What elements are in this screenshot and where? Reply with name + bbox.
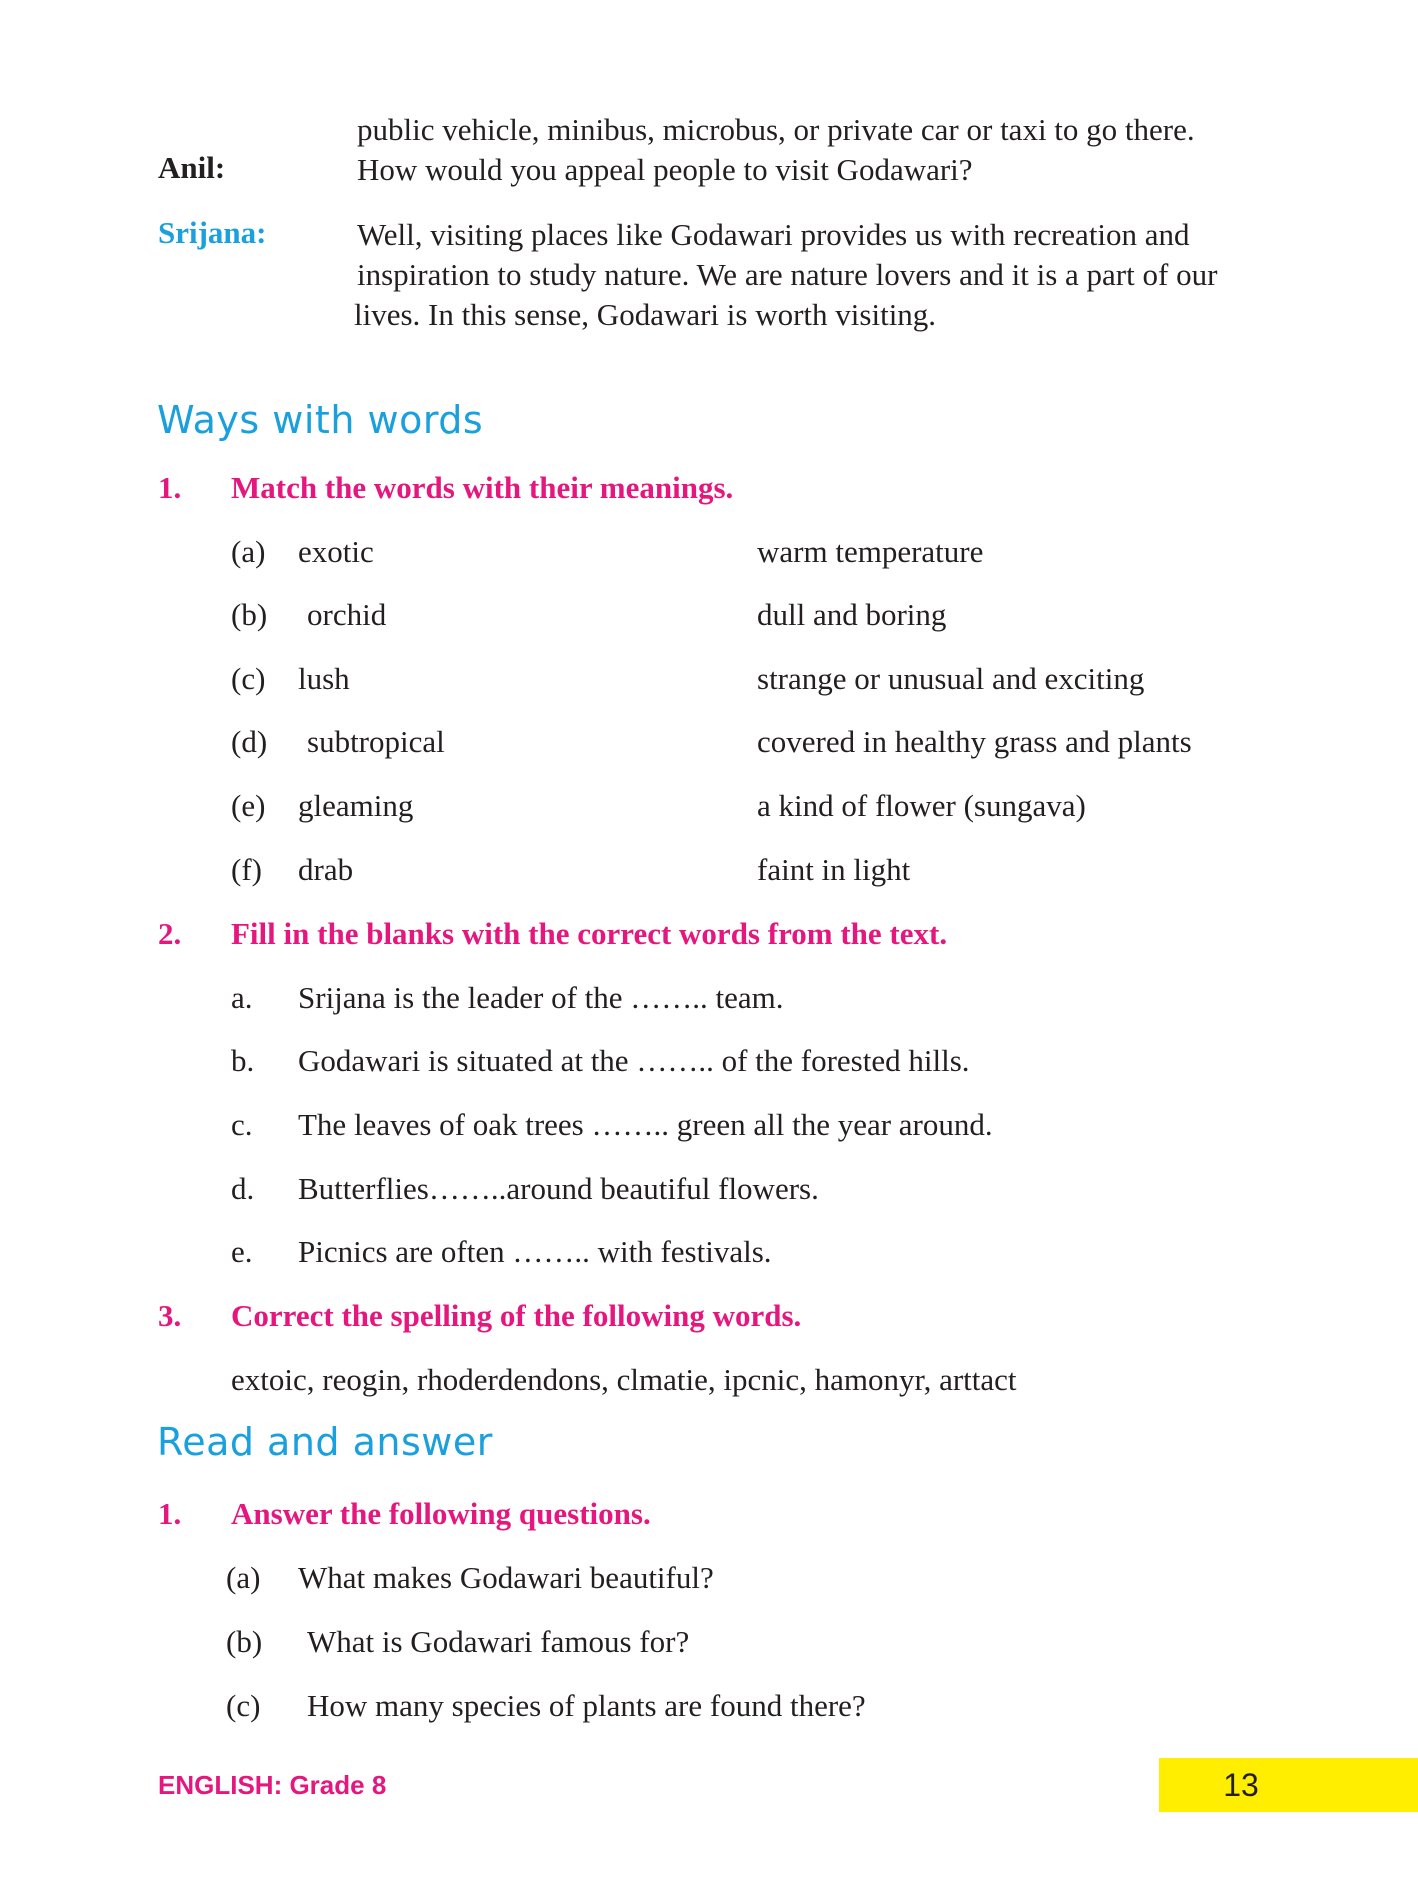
book-title: ENGLISH: Grade 8 — [158, 1770, 387, 1800]
match-label: (d) — [231, 724, 268, 759]
match-meaning: a kind of flower (sungava) — [757, 788, 1086, 823]
answer-question: What is Godawari famous for? — [307, 1624, 690, 1659]
question-text: Match the words with their meanings. — [231, 470, 734, 505]
match-label: (f) — [231, 852, 262, 887]
blank-label: d. — [231, 1171, 255, 1206]
match-word: gleaming — [298, 788, 414, 823]
match-word: subtropical — [307, 724, 445, 759]
blank-sentence: Srijana is the leader of the …….. team. — [298, 980, 784, 1015]
answer-question: What makes Godawari beautiful? — [298, 1560, 714, 1595]
blank-sentence: The leaves of oak trees …….. green all the year around. — [298, 1107, 993, 1142]
speaker-srijana: Srijana: — [158, 215, 267, 250]
question-number: 1. — [158, 470, 182, 505]
blank-label: c. — [231, 1107, 253, 1142]
answer-label: (b) — [226, 1624, 263, 1659]
read-and-answer-heading: Read and answer — [157, 1420, 493, 1464]
ways-with-words-heading: Ways with words — [157, 398, 484, 442]
misspelled-words: extoic, reogin, rhoderdendons, clmatie, ipcnic, hamonyr, arttact — [231, 1362, 1017, 1397]
match-meaning: dull and boring — [757, 597, 947, 632]
blank-sentence: Butterflies……..around beautiful flowers. — [298, 1171, 819, 1206]
match-label: (b) — [231, 597, 268, 632]
srijana-line-1: Well, visiting places like Godawari provides us with recreation and — [357, 217, 1190, 252]
answer-label: (c) — [226, 1688, 261, 1723]
question-text: Fill in the blanks with the correct words from the text. — [231, 916, 948, 951]
question-text: Answer the following questions. — [231, 1496, 651, 1531]
match-word: exotic — [298, 534, 374, 569]
match-word: orchid — [307, 597, 387, 632]
answer-label: (a) — [226, 1560, 261, 1595]
blank-sentence: Godawari is situated at the …….. of the forested hills. — [298, 1043, 970, 1078]
anil-line: How would you appeal people to visit Godawari? — [357, 152, 973, 187]
page-number: 13 — [1223, 1767, 1259, 1803]
match-meaning: faint in light — [757, 852, 911, 887]
match-word: drab — [298, 852, 354, 887]
blank-label: e. — [231, 1234, 253, 1269]
answer-question: How many species of plants are found there? — [307, 1688, 866, 1723]
match-meaning: strange or unusual and exciting — [757, 661, 1145, 696]
match-word: lush — [298, 661, 350, 696]
match-meaning: warm temperature — [757, 534, 984, 569]
question-number: 1. — [158, 1496, 182, 1531]
match-label: (a) — [231, 534, 266, 569]
blank-sentence: Picnics are often …….. with festivals. — [298, 1234, 772, 1269]
blank-label: a. — [231, 980, 253, 1015]
question-number: 2. — [158, 916, 182, 951]
question-number: 3. — [158, 1298, 182, 1333]
dialogue-continuation: public vehicle, minibus, microbus, or private car or taxi to go there. — [357, 112, 1195, 147]
srijana-line-3: lives. In this sense, Godawari is worth visiting. — [354, 297, 937, 332]
blank-label: b. — [231, 1043, 255, 1078]
speaker-anil: Anil: — [158, 150, 226, 185]
match-meaning: covered in healthy grass and plants — [757, 724, 1192, 759]
question-text: Correct the spelling of the following words. — [231, 1298, 802, 1333]
srijana-line-2: inspiration to study nature. We are nature lovers and it is a part of our — [357, 257, 1218, 292]
match-label: (c) — [231, 661, 266, 696]
match-label: (e) — [231, 788, 266, 823]
